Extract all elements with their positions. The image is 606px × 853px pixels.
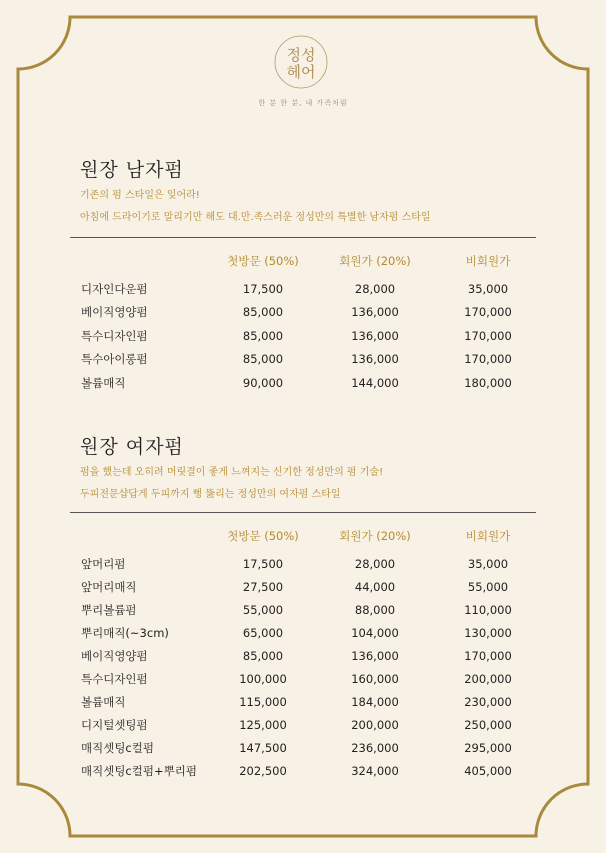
price-cell: 236,000 [351, 741, 399, 755]
brand-tagline: 한 분 한 분, 내 가족처럼 [258, 99, 348, 107]
price-cell: 55,000 [242, 603, 284, 617]
price-cell: 160,000 [351, 672, 399, 686]
price-cell: 130,000 [464, 626, 512, 640]
price-cell: 100,000 [239, 672, 287, 686]
price-cell: 85,000 [242, 328, 284, 343]
table-row [0, 577, 606, 597]
price-cell: 147,500 [239, 741, 287, 755]
price-cell: 35,000 [467, 557, 509, 571]
price-cell: 35,000 [467, 282, 509, 296]
price-cell: 110,000 [464, 603, 512, 617]
price-cell: 200,000 [464, 672, 512, 686]
price-cell: 250,000 [464, 718, 512, 732]
price-cell: 136,000 [351, 305, 399, 320]
price-table-header [0, 526, 606, 546]
table-row [0, 738, 606, 758]
table-row [0, 302, 606, 322]
price-cell: 85,000 [242, 352, 284, 367]
table-row [0, 554, 606, 574]
price-cell: 85,000 [242, 305, 284, 320]
price-cell: 170,000 [464, 649, 512, 663]
price-cell: 184,000 [351, 695, 399, 709]
column-header: 첫방문 (50%) [227, 254, 299, 268]
service-name: 뿌리매직(~3cm) [81, 626, 169, 640]
service-name: 매직셋팅c컬펌+뿌리펌 [81, 764, 197, 778]
section-description: 펌을 했는데 오히려 머릿결이 좋게 느껴지는 신기한 정성만의 펌 기술! [80, 467, 384, 478]
table-row [0, 715, 606, 735]
table-row [0, 646, 606, 666]
column-header: 비회원가 [465, 254, 511, 268]
price-cell: 88,000 [354, 603, 396, 617]
price-cell: 90,000 [242, 375, 284, 390]
section-description: 아침에 드라이기로 말리기만 해도 대.만.족스러운 정성만의 특별한 남자펌 스타일 [80, 212, 431, 223]
service-name: 특수디자인펌 [81, 328, 148, 343]
service-name: 베이직영양펌 [81, 305, 148, 320]
service-name: 앞머리매직 [81, 580, 137, 594]
svg-text:헤어: 헤어 [286, 63, 316, 81]
price-cell: 115,000 [239, 695, 287, 709]
price-cell: 324,000 [351, 764, 399, 778]
column-header: 비회원가 [465, 529, 511, 543]
price-cell: 295,000 [464, 741, 512, 755]
table-row [0, 279, 606, 299]
section-description: 기존의 펌 스타일은 잊어라! [80, 190, 200, 201]
section-divider [70, 237, 536, 238]
price-cell: 405,000 [464, 764, 512, 778]
price-cell: 55,000 [467, 580, 509, 594]
table-row [0, 623, 606, 643]
table-row [0, 349, 606, 369]
section-description: 두피전문샵답게 두피까지 뻥 뚫리는 정성만의 여자펌 스타일 [80, 489, 341, 500]
price-cell: 27,500 [242, 580, 284, 594]
price-cell: 136,000 [351, 352, 399, 367]
price-cell: 170,000 [464, 328, 512, 343]
table-row [0, 669, 606, 689]
price-cell: 136,000 [351, 649, 399, 663]
price-cell: 202,500 [239, 764, 287, 778]
price-cell: 85,000 [242, 649, 284, 663]
price-cell: 17,500 [242, 557, 284, 571]
service-name: 뿌리볼륨펌 [81, 603, 137, 617]
table-row [0, 373, 606, 393]
service-name: 볼륨매직 [81, 375, 126, 390]
section-title: 원장 여자펌 [80, 436, 184, 458]
svg-text:정성: 정성 [286, 46, 316, 64]
section-title: 원장 남자펌 [80, 159, 184, 181]
service-name: 볼륨매직 [81, 695, 126, 709]
table-row [0, 692, 606, 712]
column-header: 회원가 (20%) [339, 529, 411, 543]
service-name: 디지털셋팅펌 [81, 718, 148, 732]
section-divider [70, 512, 536, 513]
service-name: 베이직영양펌 [81, 649, 148, 663]
column-header: 첫방문 (50%) [227, 529, 299, 543]
price-cell: 65,000 [242, 626, 284, 640]
column-header: 회원가 (20%) [339, 254, 411, 268]
price-cell: 230,000 [464, 695, 512, 709]
price-cell: 28,000 [354, 557, 396, 571]
table-row [0, 600, 606, 620]
price-cell: 144,000 [351, 375, 399, 390]
brand-logo [273, 34, 329, 90]
price-cell: 104,000 [351, 626, 399, 640]
price-cell: 28,000 [354, 282, 396, 296]
price-cell: 180,000 [464, 375, 512, 390]
table-row [0, 326, 606, 346]
price-cell: 44,000 [354, 580, 396, 594]
service-name: 앞머리펌 [81, 557, 126, 571]
price-cell: 200,000 [351, 718, 399, 732]
price-cell: 17,500 [242, 282, 284, 296]
price-cell: 170,000 [464, 305, 512, 320]
price-cell: 125,000 [239, 718, 287, 732]
table-row [0, 761, 606, 781]
price-cell: 136,000 [351, 328, 399, 343]
service-name: 디자인다운펌 [81, 282, 148, 296]
service-name: 특수아이롱펌 [81, 352, 148, 367]
price-cell: 170,000 [464, 352, 512, 367]
service-name: 특수디자인펌 [81, 672, 148, 686]
price-table-header [0, 251, 606, 271]
service-name: 매직셋팅c컬펌 [81, 741, 154, 755]
